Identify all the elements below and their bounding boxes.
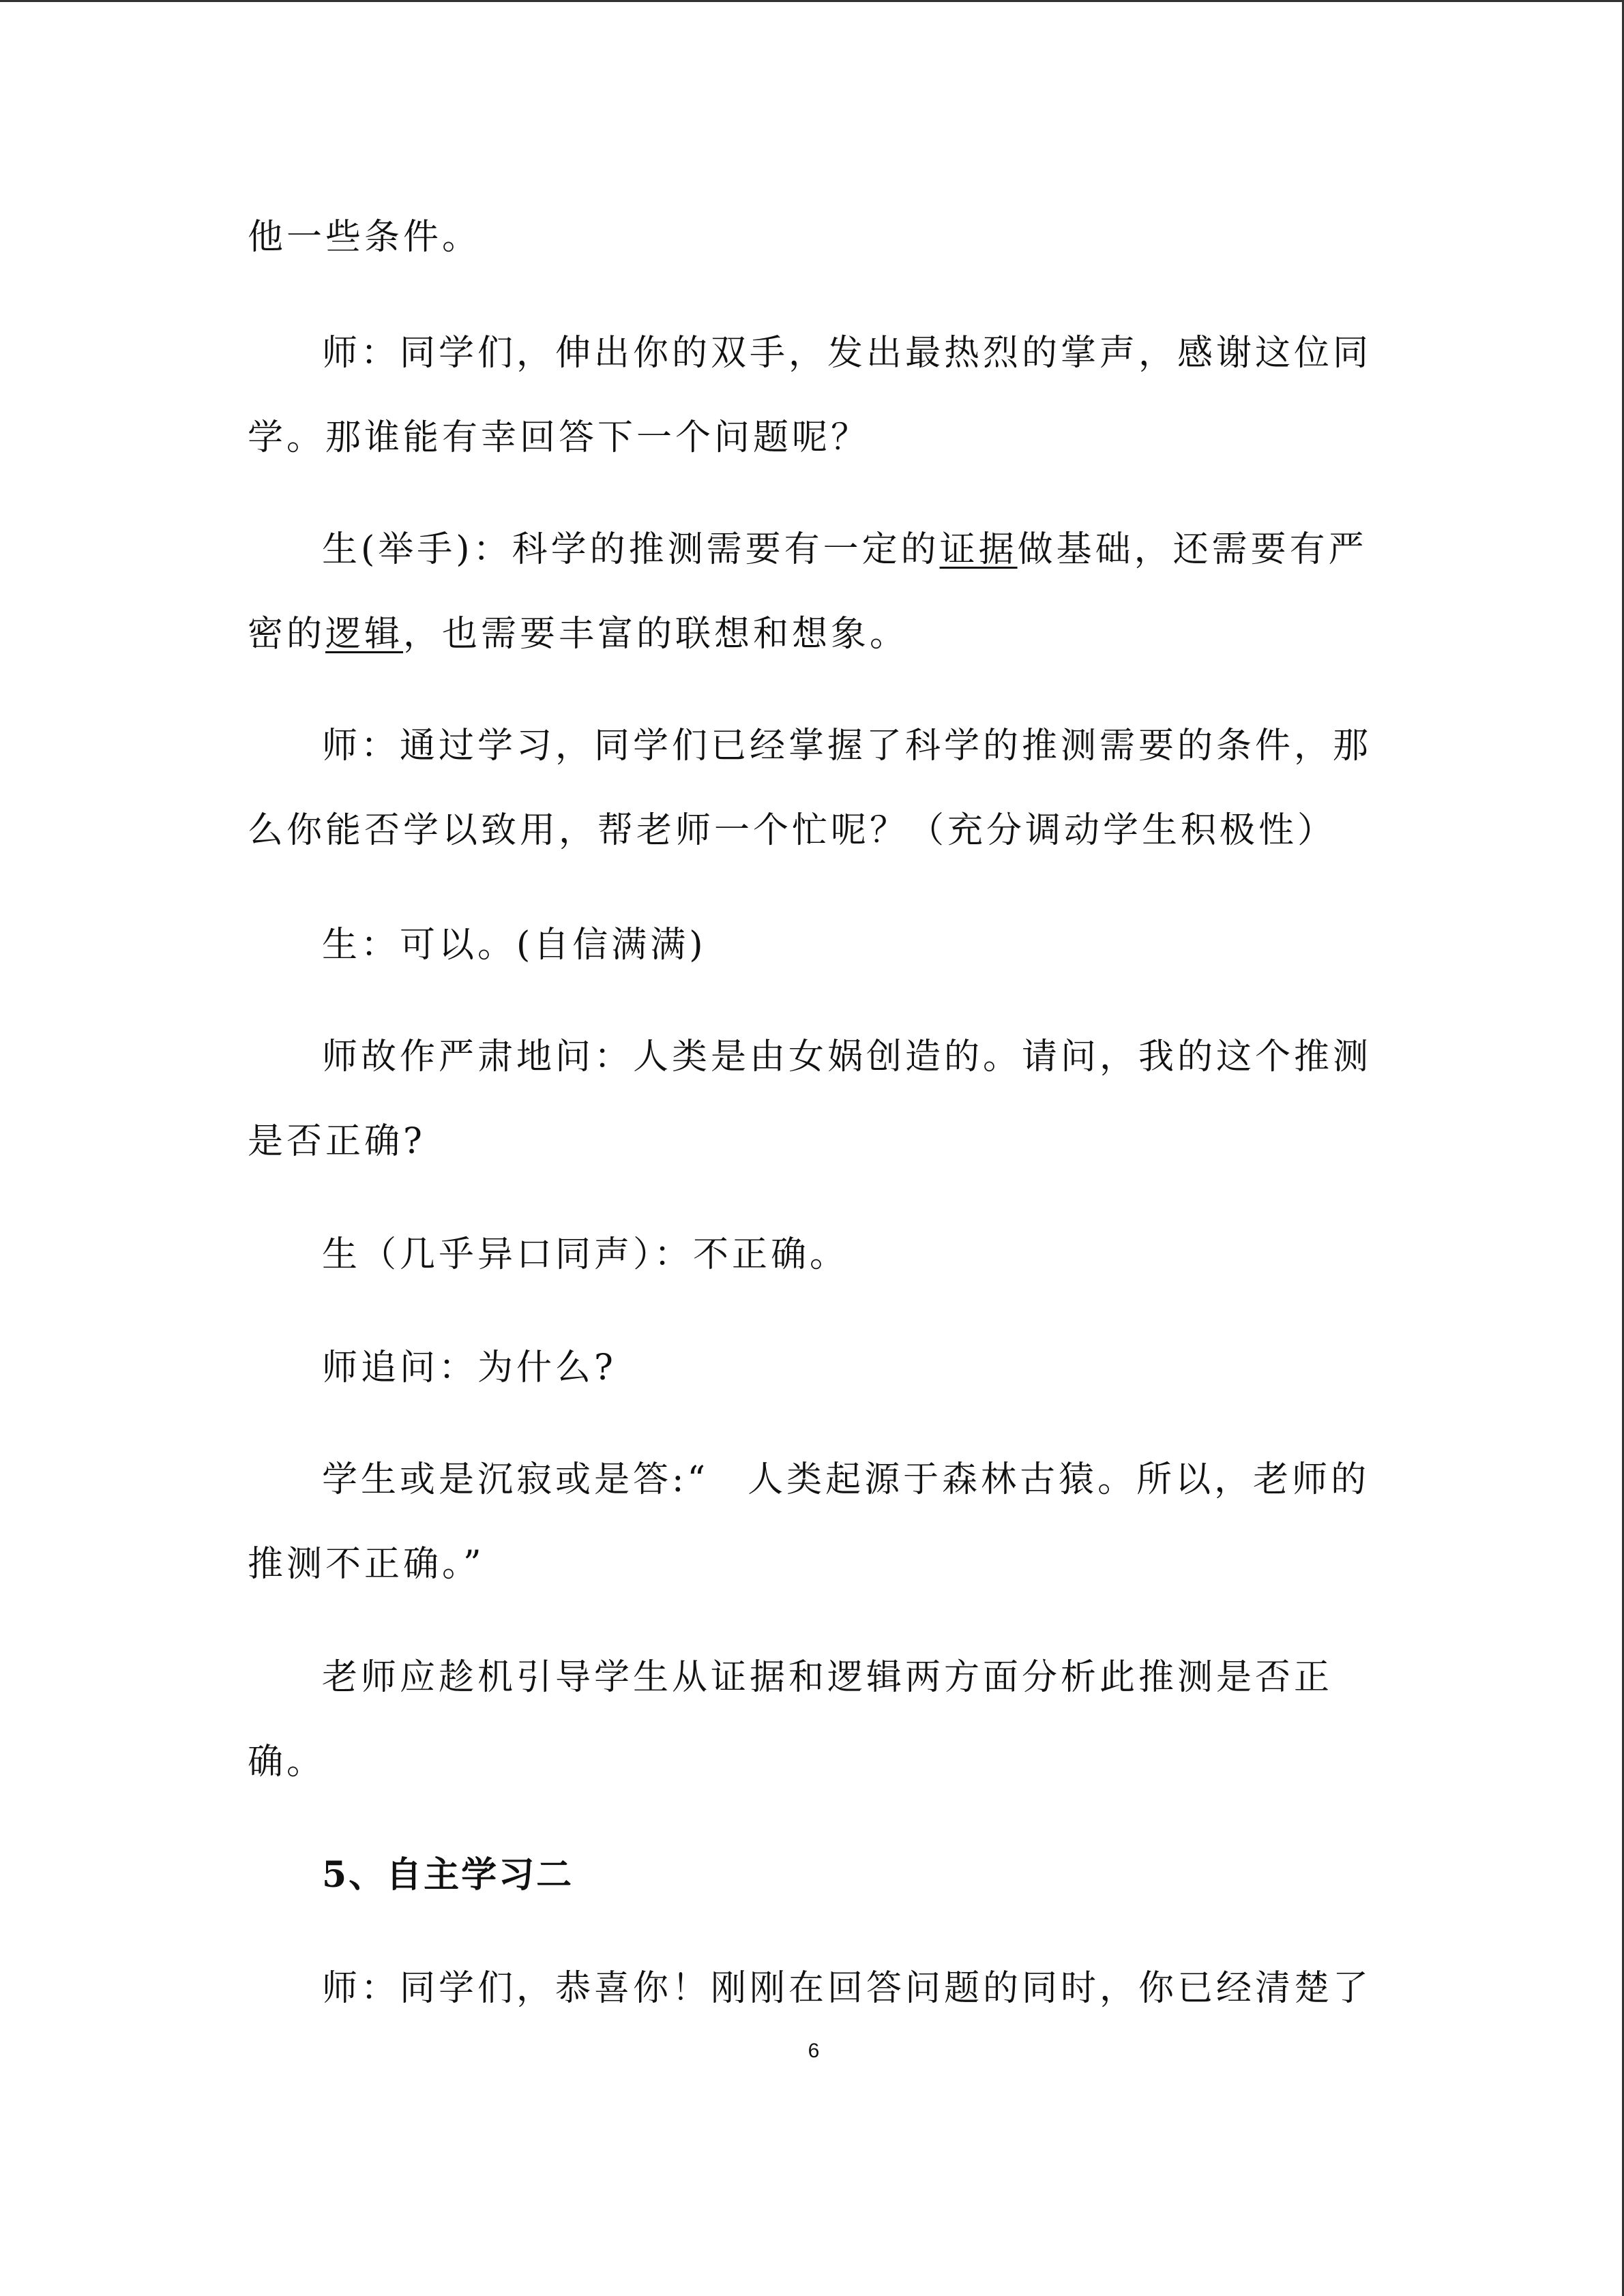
paragraph-line: 老师应趁机引导学生从证据和逻辑两方面分析此推测是否正 xyxy=(322,1657,1333,1698)
paragraph-line: 确。 xyxy=(248,1742,326,1783)
paragraph-line: 师故作严肃地问：人类是由女娲创造的。请问，我的这个推测 xyxy=(322,1037,1372,1077)
paragraph-line: 师：同学们，恭喜你！刚刚在回答问题的同时，你已经清楚了 xyxy=(322,1968,1372,2009)
paragraph-line: 么你能否学以致用，帮老师一个忙呢？（充分调动学生积极性） xyxy=(248,810,1337,851)
text-span: ，也需要丰富的联想和想象。 xyxy=(403,614,909,655)
paragraph-line: 师：通过学习，同学们已经掌握了科学的推测需要的条件，那 xyxy=(322,726,1372,766)
paragraph-line: 学。那谁能有幸回答下一个问题呢？ xyxy=(248,417,870,458)
paragraph-line: 生（几乎异口同声）：不正确。 xyxy=(322,1234,849,1275)
paragraph-line: 生：可以。(自信满满) xyxy=(322,925,707,966)
text-span: 做基础，还需要有严 xyxy=(1017,529,1368,570)
page-number: 6 xyxy=(808,2040,820,2062)
page-top-border xyxy=(0,0,1624,2)
underlined-term-logic: 逻辑 xyxy=(325,614,404,655)
text-span: 密的 xyxy=(248,614,326,655)
section-heading: 5、自主学习二 xyxy=(322,1854,574,1896)
paragraph-line xyxy=(322,529,1368,570)
paragraph-line: 是否正确? xyxy=(248,1121,426,1162)
paragraph-line: 师：同学们，伸出你的双手，发出最热烈的掌声，感谢这位同 xyxy=(322,333,1372,374)
text-span: 生(举手)：科学的推测需要有一定的 xyxy=(322,529,940,570)
underlined-term-evidence: 证据 xyxy=(939,529,1018,570)
paragraph-line xyxy=(248,614,909,655)
paragraph-line: 推测不正确。” xyxy=(248,1544,485,1585)
paragraph-line: 学生或是沉寂或是答:“ 人类起源于森林古猿。所以，老师的 xyxy=(322,1459,1370,1500)
paragraph-line: 师追问：为什么? xyxy=(322,1347,617,1388)
paragraph-line: 他一些条件。 xyxy=(248,217,482,258)
